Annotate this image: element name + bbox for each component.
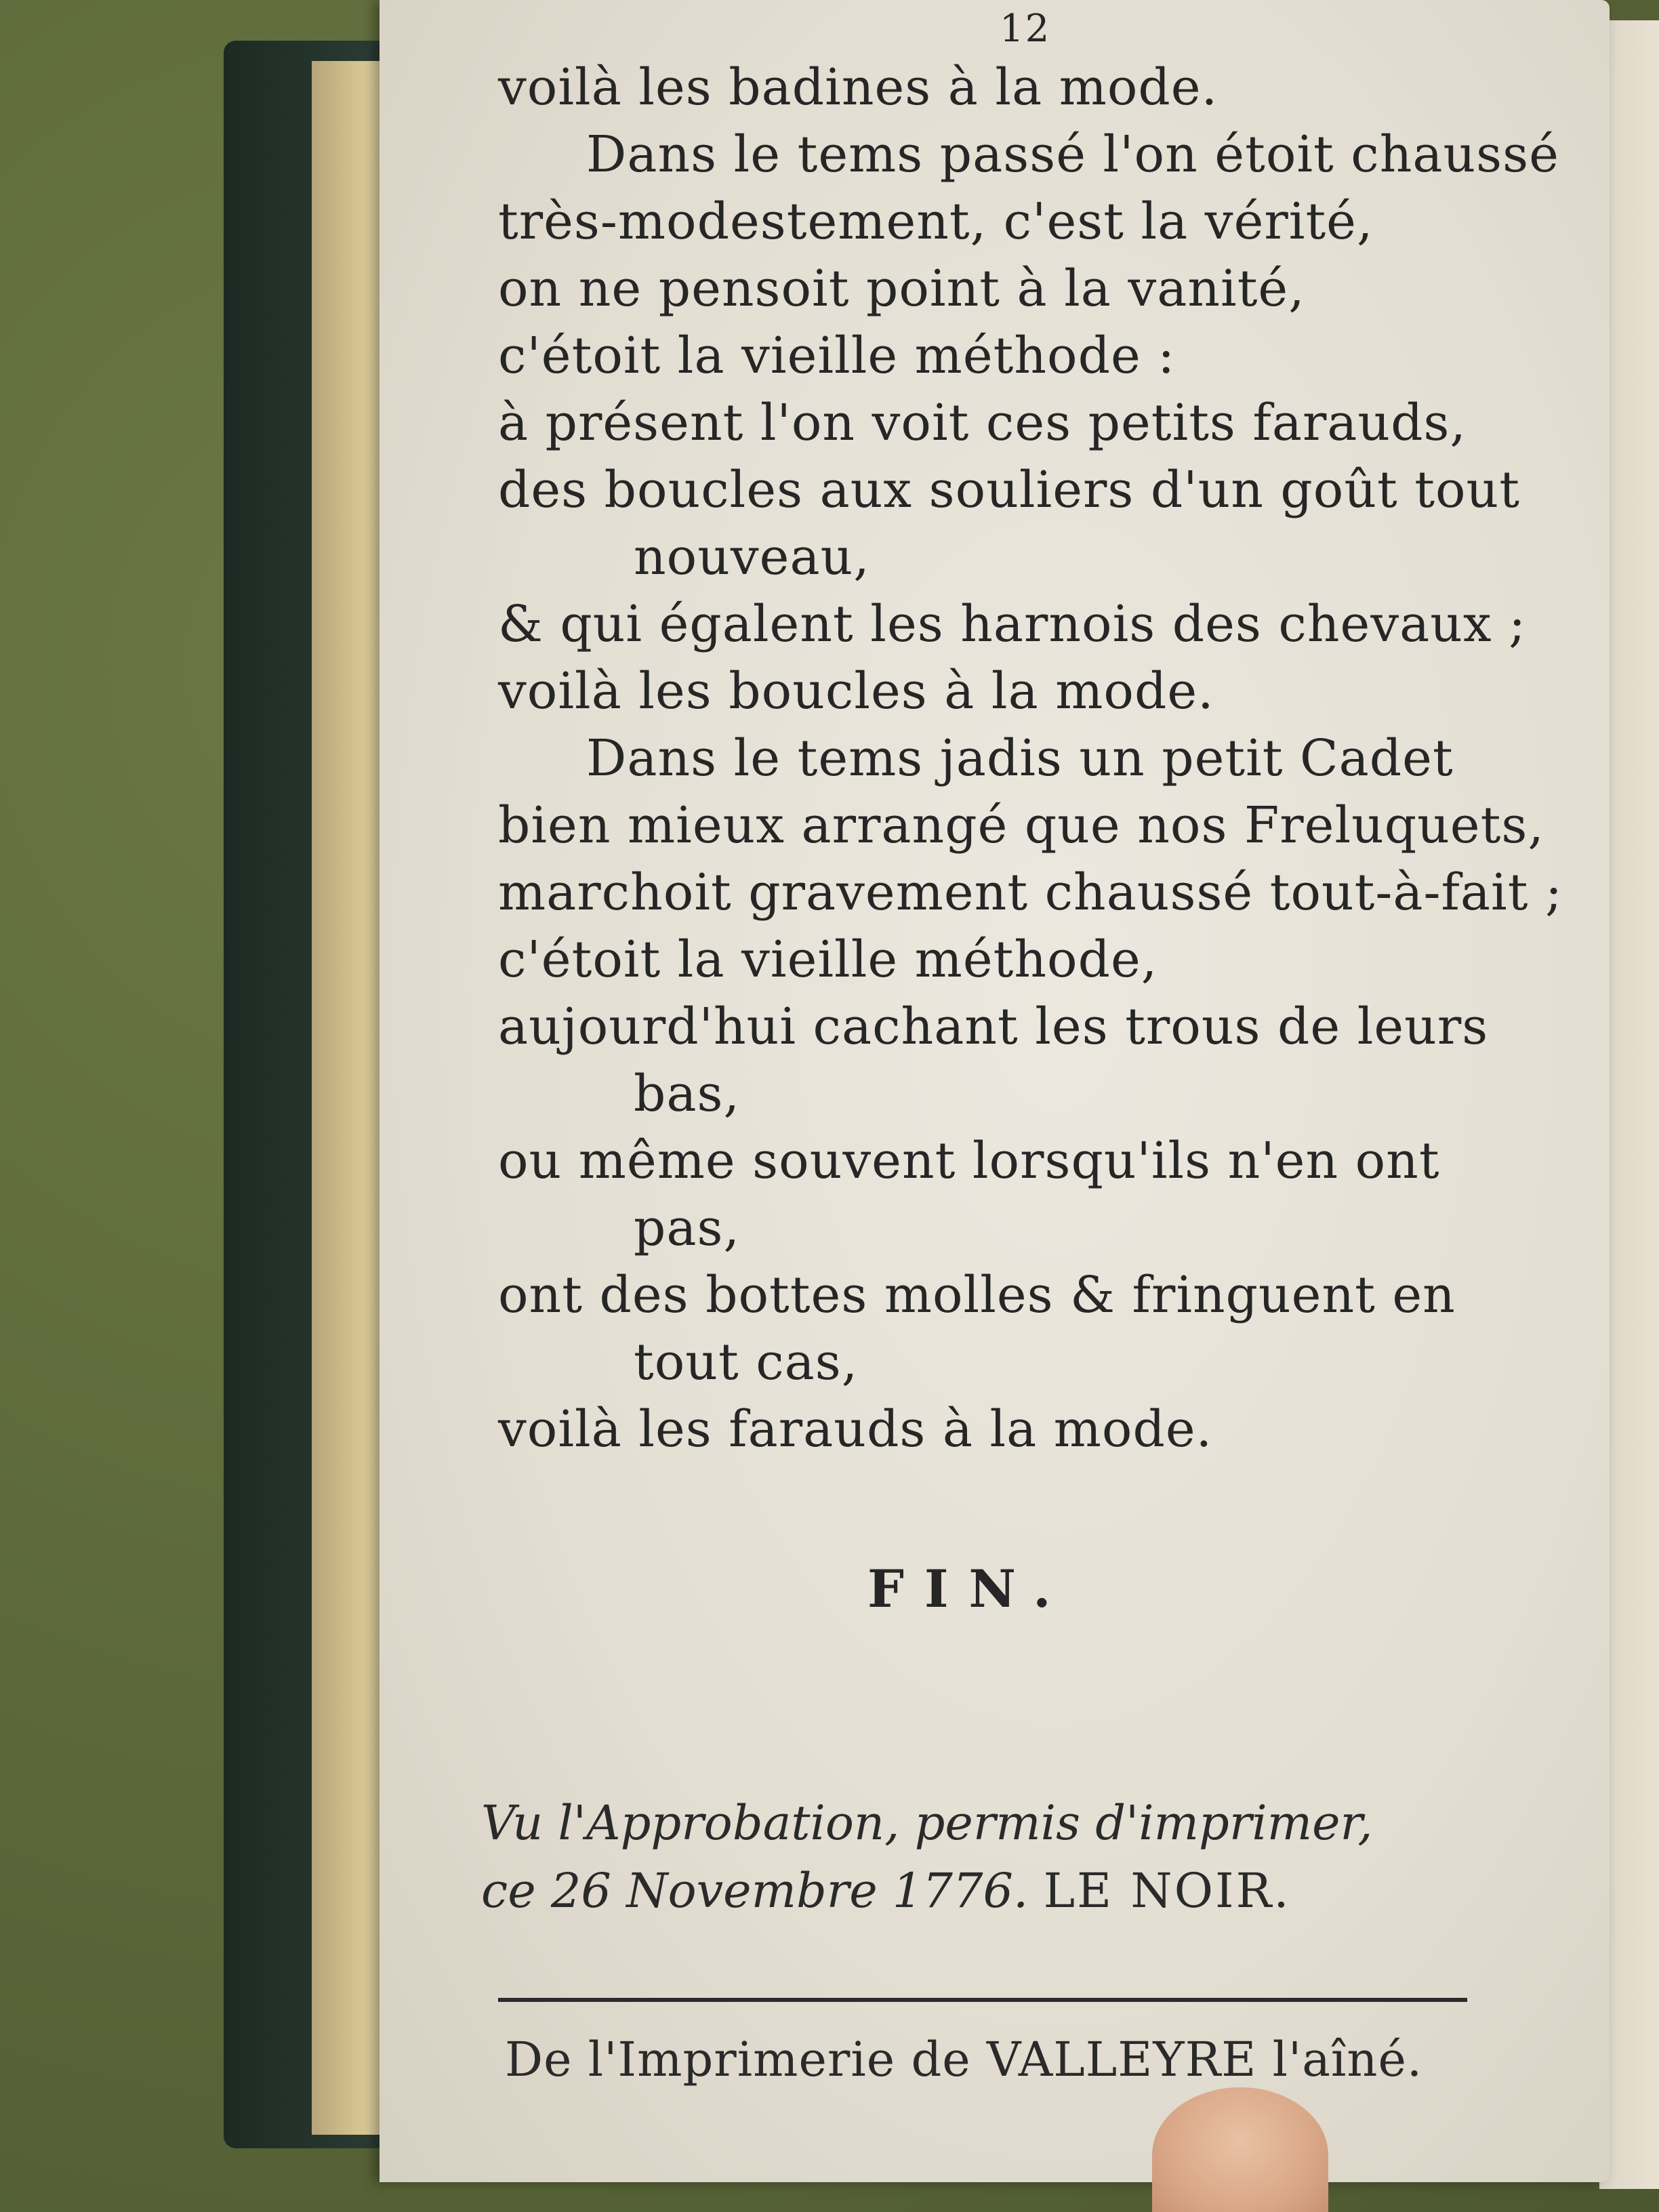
verse-line: on ne pensoit point à la vanité, <box>498 260 1305 318</box>
approbation-notice <box>481 1789 1532 1925</box>
verse-line: des boucles aux souliers d'un goût tout <box>498 461 1520 519</box>
page-number: 12 <box>1000 7 1051 51</box>
verse-line: c'étoit la vieille méthode, <box>498 930 1158 989</box>
approbation-date: ce 26 Novembre 1776. <box>481 1863 1029 1919</box>
page-edges <box>312 61 386 2135</box>
verse-line: c'étoit la vieille méthode : <box>498 327 1176 385</box>
verse-line: aujourd'hui cachant les trous de leurs <box>498 998 1489 1056</box>
verse-line: bas, <box>634 1065 740 1123</box>
verse-line: & qui égalent les harnois des chevaux ; <box>498 595 1527 653</box>
approbation-line: Vu l'Approbation, permis d'imprimer, <box>481 1795 1373 1851</box>
verse-line: bien mieux arrangé que nos Freluquets, <box>498 796 1544 855</box>
verse-line: tout cas, <box>634 1333 859 1391</box>
verse-line: marchoit gravement chaussé tout-à-fait ; <box>498 863 1563 922</box>
verse-text <box>498 54 1563 1463</box>
verse-line: Dans le tems passé l'on étoit chaussé <box>586 125 1559 184</box>
verse-line: pas, <box>634 1199 740 1257</box>
verse-line: ont des bottes molles & fringuent en <box>498 1266 1456 1324</box>
verse-line: voilà les boucles à la mode. <box>498 662 1214 720</box>
verse-line: très-modestement, c'est la vérité, <box>498 192 1374 251</box>
divider-rule <box>498 1998 1467 2002</box>
verse-line: voilà les farauds à la mode. <box>498 1400 1213 1458</box>
verse-line: Dans le tems jadis un petit Cadet <box>586 729 1454 787</box>
approbation-date-line <box>481 1857 1532 1925</box>
approbation-signature: LE NOIR. <box>1043 1863 1291 1919</box>
verse-line: ou même souvent lorsqu'ils n'en ont <box>498 1132 1440 1190</box>
verse-line: nouveau, <box>634 528 870 586</box>
fin-heading: FIN. <box>867 1559 1071 1619</box>
verse-line: voilà les badines à la mode. <box>498 58 1218 117</box>
verse-line: à présent l'on voit ces petits farauds, <box>498 394 1467 452</box>
holding-finger <box>1152 2087 1328 2212</box>
printer-imprint: De l'Imprimerie de VALLEYRE l'aîné. <box>505 2032 1423 2087</box>
